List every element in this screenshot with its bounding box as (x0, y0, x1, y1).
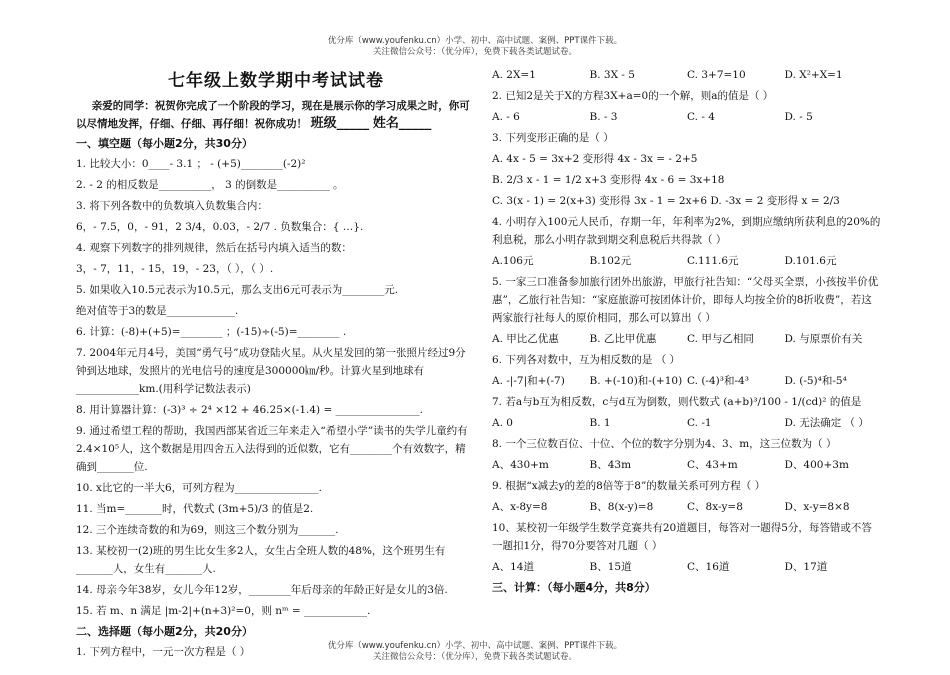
answer-option: B. - 3 (589, 111, 618, 123)
question-item: 9. 通过希望工程的帮助，我国西部某省近三年来走入“希望小学”读书的失学儿童约有 2.4×10⁵人，这个数据是用四舍五入法得到的近似数，它有________个有效数字，精确到_______位. (76, 425, 468, 473)
fill-question-list (76, 155, 476, 661)
answer-option: C、16道 (687, 561, 730, 573)
answer-option: A. - 6 (492, 111, 520, 123)
answer-option: D. 与原票价有关 (784, 333, 863, 345)
section-fill-heading: 一、填空题（每小题2分，共30分） (76, 137, 253, 150)
answer-option: D. - 5 (784, 111, 813, 123)
header-line-1: 优分库（www.youfenku.cn）小学、初中、高中试题、案例、PPT课件下载。 (327, 36, 623, 46)
header-line-2: 关注微信公众号：（优分库），免费下载各类试题试卷。 (372, 47, 577, 57)
answer-option: D、x-y=8×8 (784, 501, 850, 513)
answer-option: A.106元 (492, 255, 534, 267)
question-item: 8. 用计算器计算：(-3)³ ÷ 2⁴ ×12 + 46.25×(-1.4) = ________________. (76, 404, 423, 416)
question-item: 11. 当m=_______时，代数式 (3m+5)/3 的值是2. (76, 503, 314, 515)
left-column (76, 58, 476, 664)
answer-option: B、15道 (589, 561, 632, 573)
question-stem: B. 2/3 x - 1 = 1/2 x+3 变形得 4x - 6 = 3x+18 (492, 174, 725, 186)
question-stem: 2. 已知2是关于X的方程3X+a=0的一个解，则a的值是（ ） (492, 90, 774, 102)
question-item: 6，- 7.5，0，- 91，2 3/4，0.03，- 2/7 . 负数集合：{ …}. (76, 221, 364, 233)
option-row (492, 498, 882, 516)
answer-option: B. +(-10)和-(+10) (589, 375, 683, 387)
question-item: 12. 三个连续奇数的和为69，则这三个数分别为_______. (76, 524, 339, 536)
footer-line-1: 优分库（www.youfenku.cn）小学、初中、高中试题、案例、PPT课件下载。 (327, 641, 623, 651)
answer-option: D. X²+X=1 (784, 69, 843, 81)
question-item: 4. 观察下列数字的排列规律，然后在括号内填入适当的数： (76, 242, 352, 254)
answer-option: C. (-4)³和-4³ (687, 375, 749, 387)
question-item: 15. 若 m、n 满足 |m-2|+(n+3)²=0，则 nᵐ = ____________. (76, 605, 371, 617)
answer-option: B. 3X - 5 (589, 69, 635, 81)
answer-option: B. 乙比甲优惠 (589, 333, 657, 345)
question-item: 10. x比它的一半大6，可列方程为________________. (76, 482, 322, 494)
question-stem: 3. 下列变形正确的是（ ） (492, 132, 614, 144)
name-label: 姓名_____ (372, 116, 432, 131)
question-item: 7. 2004年元月4号，美国“勇气号”成功登陆火星。从火星发回的第一张照片经过9分钟到达地球，发照片的光电信号的速度是300000㎞/秒。计算火星到地球有____________km.(用科学记数法表示) (76, 347, 466, 395)
option-row (492, 456, 882, 474)
answer-option: A. 2X=1 (492, 69, 536, 81)
answer-option: C. 甲与乙相同 (687, 333, 754, 345)
question-stem: 10、某校初一年级学生数学竞赛共有20道题目，每答对一题得5分，每答错或不答一题扣1分，得70分要答对几题（ ） (492, 522, 872, 552)
option-row (492, 372, 882, 390)
answer-option: B、8(x-y)=8 (589, 501, 654, 513)
answer-option: A. -|-7|和+(-7) (492, 375, 565, 387)
option-row (492, 108, 882, 126)
option-row (492, 558, 882, 576)
choice-question-list (492, 66, 882, 576)
question-item: 绝对值等于3的数是_____________. (76, 305, 239, 317)
option-row (492, 252, 882, 270)
question-item: 1. 下列方程中，一元一次方程是（ ） (76, 646, 251, 658)
section-calc-heading: 三、计算：（每小题4分，共8分） (492, 581, 656, 594)
section-choice-heading: 二、选择题（每小题2分，共20分） (76, 625, 253, 638)
page-footer (0, 641, 950, 663)
question-stem: 4. 小明存入100元人民币，存期一年，年利率为2%，到期应缴纳所获利息的20%的利息税，那么小明存款到期交利息税后共得款（ ） (492, 216, 881, 246)
question-item: 1. 比较大小：0____- 3.1 ； - (+5)________(-2)² (76, 158, 306, 170)
question-stem: 8. 一个三位数百位、十位、个位的数字分别为4、3、m，这三位数为（ ） (492, 438, 837, 450)
right-column (492, 66, 882, 599)
answer-option: D、400+3m (784, 459, 849, 471)
question-item: 14. 母亲今年38岁，女儿今年12岁，________年后母亲的年龄正好是女儿的3倍. (76, 584, 448, 596)
answer-option: D. (-5)⁴和-5⁴ (784, 375, 847, 387)
exam-title: 七年级上数学期中考试试卷 (168, 71, 384, 91)
greeting-text: 亲爱的同学：祝贺你完成了一个阶段的学习，现在是展示你的学习成果之时，你可以尽情地发挥，仔细、仔细、再仔细！祝你成功！ (76, 100, 470, 130)
answer-option: B.102元 (589, 255, 632, 267)
question-stem: C. 3(x - 1) = 2(x+3) 变形得 3x - 1 = 2x+6 D. -3x = 2 变形得 x = 2/3 (492, 195, 840, 207)
question-item: 3. 将下列各数中的负数填入负数集合内： (76, 200, 268, 212)
question-stem: A. 4x - 5 = 3x+2 变形得 4x - 3x = - 2+5 (492, 153, 698, 165)
answer-option: B、43m (589, 459, 632, 471)
answer-option: B. 1 (589, 417, 611, 429)
answer-option: A、14道 (492, 561, 534, 573)
answer-option: C. 3+7=10 (687, 69, 746, 81)
question-item: 13. 某校初一(2)班的男生比女生多2人，女生占全班人数的48%，这个班男生有_______人，女生有_______人. (76, 545, 446, 575)
answer-option: D、17道 (784, 561, 828, 573)
question-item: 5. 如果收入10.5元表示为10.5元，那么支出6元可表示为________元. (76, 284, 399, 296)
answer-option: C、8x-y=8 (687, 501, 743, 513)
question-item: 2. - 2 的相反数是__________， 3 的倒数是__________ 。 (76, 179, 344, 191)
class-label: 班级_____ (310, 116, 370, 131)
answer-option: A. 甲比乙优惠 (492, 333, 559, 345)
question-stem: 5. 一家三口准备参加旅行团外出旅游，甲旅行社告知：“父母买全票，小孩按半价优惠”，乙旅行社告知：“家庭旅游可按团体计价，即每人均按全价的8折收费”，若这两家旅行社每人的原价相同，那么可以算出（ ） (492, 276, 879, 324)
footer-line-2: 关注微信公众号：（优分库），免费下载各类试题试卷。 (372, 652, 577, 662)
answer-option: C.111.6元 (687, 255, 739, 267)
question-item: 3，- 7，11，- 15，19，- 23，（ ），（ ）. (76, 263, 274, 275)
question-stem: 6. 下列各对数中，互为相反数的是 （ ） (492, 354, 681, 366)
greeting (76, 97, 476, 133)
page-header (0, 36, 950, 58)
option-row (492, 330, 882, 348)
option-row (492, 66, 882, 84)
answer-option: D. 无法确定 （ ） (784, 417, 869, 429)
answer-option: C. -1 (687, 417, 712, 429)
option-row (492, 414, 882, 432)
answer-option: D.101.6元 (784, 255, 837, 267)
answer-option: A、430+m (492, 459, 549, 471)
answer-option: A. 0 (492, 417, 513, 429)
question-stem: 9. 根据“x减去y的差的8倍等于8”的数量关系可列方程（ ） (492, 480, 766, 492)
answer-option: A、x-8y=8 (492, 501, 548, 513)
answer-option: C. - 4 (687, 111, 715, 123)
question-item: 6. 计算：(-8)+(+5)=________ ；(-15)÷(-5)=________ . (76, 326, 347, 338)
answer-option: C、43+m (687, 459, 738, 471)
question-stem: 7. 若a与b互为相反数，c与d互为倒数，则代数式 (a+b)³/100 - 1/(cd)² 的值是 (492, 396, 862, 408)
